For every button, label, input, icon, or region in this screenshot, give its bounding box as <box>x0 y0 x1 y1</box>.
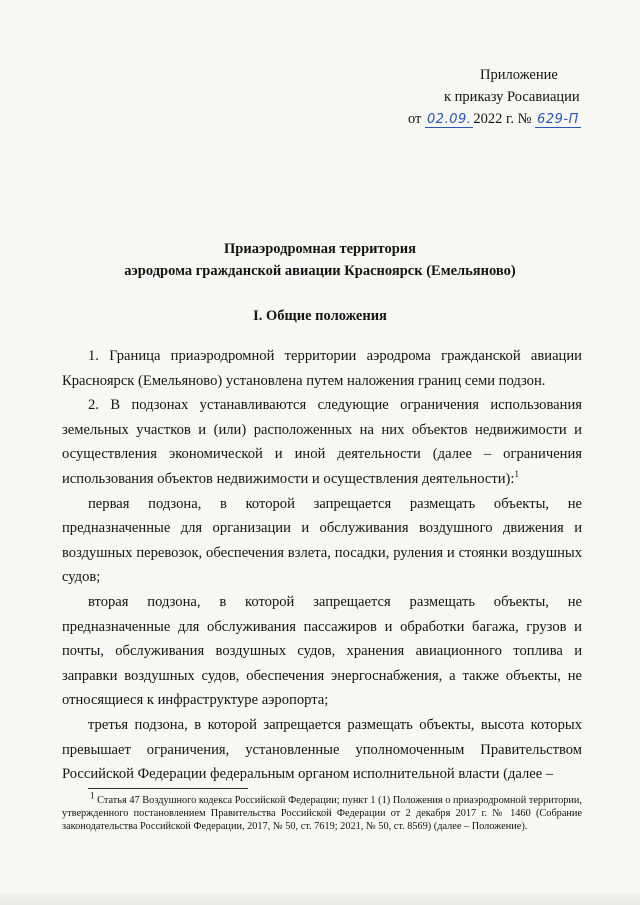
title-line-1: Приаэродромная территория <box>224 241 416 257</box>
handwritten-order-number: 629-П <box>537 112 579 127</box>
paragraph-subzone-2: вторая подзона, в которой запрещается размещать объекты, не предназначенные для обслуживания пассажиров и обработки багажа, грузов и почты, обслуживания воздушных судов, хранения авиационного топлива и заправки воздушных судов, обеспечения энергоснабжения, а также объекты, не относящиеся к инфраструктуре аэропорта; <box>62 593 582 709</box>
footnote-marker: 1 <box>90 790 95 801</box>
paragraph-subzone-1: первая подзона, в которой запрещается размещать объекты, не предназначенные для организации и обслуживания воздушного движения и воздушных перевозок, обеспечения взлета, посадки, руления и стоянки воздушных судов; <box>62 495 582 586</box>
order-date-line <box>408 110 581 129</box>
handwritten-date: 02.09. <box>427 112 472 127</box>
date-prefix: от <box>408 111 422 127</box>
section-heading: I. Общие положения <box>253 308 387 324</box>
footnote-text: Статья 47 Воздушного кодекса Российской Федерации; пункт 1 (1) Положения о приаэродромной территории, утвержденного постановлением Правительства Российской Федерации от 2 декабря 2017 г. № 1460 (Собрание законодательства Российской Федерации, 2017, № 50, ст. 7619; 2021, № 50, ст. 8569) (далее – Положение). <box>62 795 582 832</box>
title-line-2: аэродрома гражданской авиации Красноярск (Емельяново) <box>124 263 516 279</box>
paragraph-2 <box>62 393 582 491</box>
footnote <box>62 790 582 833</box>
paragraph-2-text: 2. В подзонах устанавливаются следующие ограничения использования земельных участков и (или) расположенных на них объектов недвижимости и осуществления экономической и иной деятельности (далее – ограничения использования объектов недвижимости и осуществления деятельности): <box>62 397 582 487</box>
paragraph-1: 1. Граница приаэродромной территории аэродрома гражданской авиации Красноярск (Емельяново) установлена путем наложения границ семи подзон. <box>62 348 582 389</box>
document-body <box>62 344 582 787</box>
order-year: 2022 г. № <box>473 111 532 127</box>
document-title <box>0 238 640 282</box>
paragraph-subzone-3: третья подзона, в которой запрещается размещать объекты, высота которых превышает ограничения, установленные уполномоченным Правительством Российской Федерации федеральным органом исполнительной власти (далее – <box>62 716 582 783</box>
footnote-ref: 1 <box>514 469 519 480</box>
footnote-divider <box>88 788 248 789</box>
appendix-label: Приложение <box>480 67 558 83</box>
order-reference: к приказу Росавиации <box>444 89 580 105</box>
scan-bottom-edge <box>0 893 640 905</box>
